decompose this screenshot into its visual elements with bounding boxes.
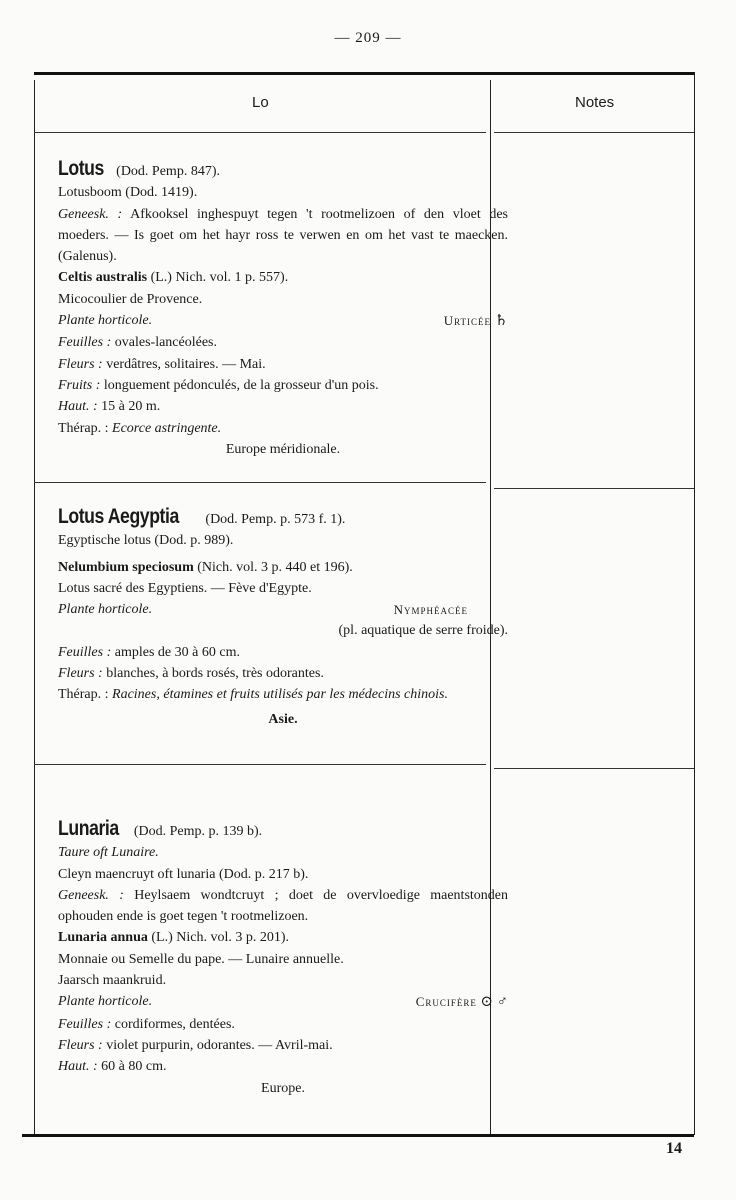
entry-lotus	[58, 158, 508, 460]
feuilles-label: Feuilles :	[58, 644, 112, 660]
entry-reference: (Dod. Pemp. p. 573 f. 1).	[205, 512, 346, 527]
row-rule-1-left	[34, 482, 486, 483]
page-number: — 209 —	[334, 30, 402, 46]
fleurs-value: verdâtres, solitaires. — Mai.	[106, 356, 266, 372]
feuilles-label: Feuilles :	[58, 335, 112, 351]
annual-male-symbol-icon: ⊙ ♂	[480, 994, 508, 1011]
geneesk-label: Geneesk. :	[58, 887, 124, 903]
geneesk-body: Afkooksel inghespuyt tegen 't rootmelizoen of den vloet des moeders. — Is goet om het hayr ross te verwen en om het vast te maecken. (Galenus).	[58, 206, 509, 265]
fleurs-value: blanches, à bords rosés, très odorantes.	[106, 666, 324, 682]
entry-title: Lotus	[58, 157, 104, 180]
geneesk-label: Geneesk. :	[58, 206, 123, 222]
region: Asie.	[268, 711, 298, 727]
entry-reference: (Dod. Pemp. p. 139 b).	[133, 824, 263, 839]
right-border	[694, 72, 695, 1135]
haut-label: Haut. :	[58, 1059, 98, 1075]
geneesk-text	[58, 204, 508, 268]
species-name: Nelumbium speciosum	[58, 559, 194, 575]
left-border	[34, 80, 35, 1135]
alt-name: Taure oft Lunaire.	[58, 845, 159, 861]
bottom-rule	[22, 1134, 694, 1137]
entry-lotus-aegyptia	[58, 506, 508, 730]
fleurs-label: Fleurs :	[58, 356, 103, 372]
plante-horticole: Plante horticole.	[58, 313, 153, 329]
fruits-label: Fruits :	[58, 377, 101, 393]
haut-label: Haut. :	[58, 399, 98, 415]
feuilles-value: ovales-lancéolées.	[114, 335, 217, 351]
column-header-left: Lo	[252, 94, 269, 111]
row-rule-2-left	[34, 764, 486, 765]
feuilles-value: cordiformes, dentées.	[114, 1016, 235, 1032]
haut-value: 15 à 20 m.	[101, 399, 161, 415]
dutch-name: Lotusboom (Dod. 1419).	[58, 185, 198, 201]
species-name: Lunaria annua	[58, 930, 148, 946]
entry-lunaria	[58, 818, 508, 1099]
dutch-name: Cleyn maencruyt oft lunaria (Dod. p. 217 b).	[58, 866, 309, 882]
row-rule-1-right	[494, 488, 694, 489]
entry-reference: (Dod. Pemp. 847).	[116, 164, 220, 179]
plante-horticole: Plante horticole.	[58, 994, 153, 1010]
dutch-name: Egyptische lotus (Dod. p. 989).	[58, 533, 234, 549]
saturn-symbol-icon: ♄	[494, 313, 508, 330]
therap-label: Thérap. :	[58, 420, 109, 436]
family-note: (pl. aquatique de serre froide).	[338, 623, 508, 639]
signature-mark: 14	[666, 1140, 682, 1157]
haut-value: 60 à 80 cm.	[101, 1059, 167, 1075]
fleurs-label: Fleurs :	[58, 666, 103, 682]
fleurs-value: violet purpurin, odorantes. — Avril-mai.	[106, 1037, 333, 1053]
common-name: Micocoulier de Provence.	[58, 291, 203, 307]
fruits-value: longuement pédonculés, de la grosseur d'un pois.	[103, 377, 379, 393]
therap-label: Thérap. :	[58, 687, 109, 703]
row-rule-2-right	[494, 768, 694, 769]
region: Europe.	[261, 1080, 305, 1096]
species-reference: (L.) Nich. vol. 3 p. 201).	[151, 930, 290, 946]
feuilles-value: amples de 30 à 60 cm.	[114, 644, 240, 660]
therap-value: Racines, étamines et fruits utilisés par les médecins chinois.	[112, 687, 448, 703]
common-name: Lotus sacré des Egyptiens. — Fève d'Egypte.	[58, 580, 312, 596]
family-name: Urticée	[443, 313, 492, 329]
species-name: Celtis australis	[58, 270, 148, 286]
plante-horticole: Plante horticole.	[58, 602, 153, 618]
species-reference: (Nich. vol. 3 p. 440 et 196).	[197, 559, 353, 575]
table-frame	[34, 72, 694, 1135]
geneesk-text	[58, 885, 508, 928]
region: Europe méridionale.	[225, 441, 341, 457]
top-rule	[34, 72, 694, 75]
fleurs-label: Fleurs :	[58, 1037, 103, 1053]
header-rule-left	[34, 132, 486, 133]
geneesk-body: Heylsaem wondtcruyt ; doet de overvloedige maentstonden ophouden ende is goet tegen 't rootmelizoen.	[58, 887, 508, 925]
entry-title: Lunaria	[58, 817, 119, 840]
family-name: Crucifère	[415, 994, 477, 1010]
column-header-notes: Notes	[575, 94, 615, 111]
header-rule-right	[494, 132, 694, 133]
feuilles-label: Feuilles :	[58, 1016, 112, 1032]
entry-title: Lotus Aegyptia	[58, 505, 179, 528]
species-reference: (L.) Nich. vol. 1 p. 557).	[150, 270, 289, 286]
family-name: Nymphéacée	[393, 602, 468, 618]
common-name: Monnaie ou Semelle du pape. — Lunaire annuelle.	[58, 951, 344, 967]
common-name-2: Jaarsch maankruid.	[58, 973, 167, 989]
therap-value: Ecorce astringente.	[112, 420, 222, 436]
